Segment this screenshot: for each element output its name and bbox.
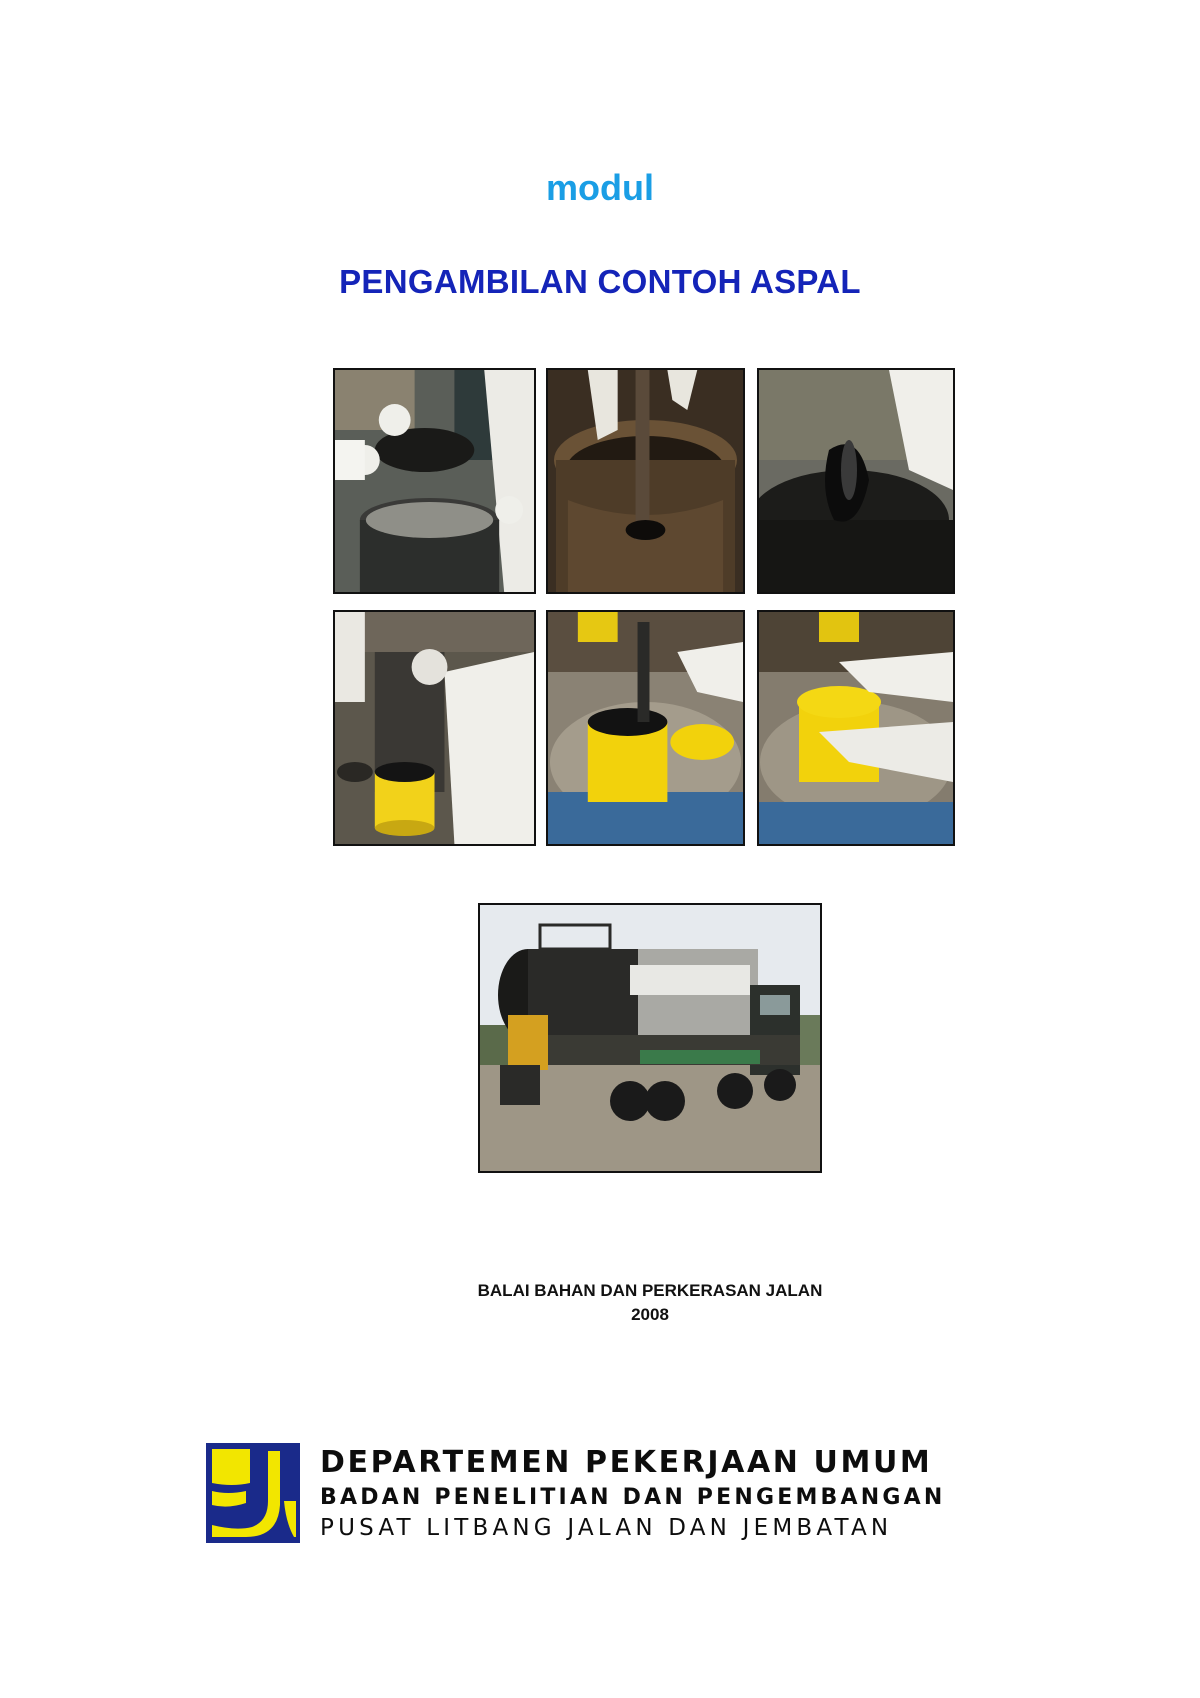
document-title: PENGAMBILAN CONTOH ASPAL	[339, 263, 861, 300]
photo-fill-yellow-can	[546, 610, 745, 846]
photo-asphalt-drum-scoop	[757, 368, 955, 594]
photo-close-yellow-can	[757, 610, 955, 846]
publisher-name: BALAI BAHAN DAN PERKERASAN JALAN	[477, 1281, 823, 1300]
photo-asphalt-drum-lid	[333, 368, 536, 594]
photo-asphalt-tanker-truck	[478, 903, 822, 1173]
cover-label: modul	[546, 167, 654, 208]
org-ministry: DEPARTEMEN PEKERJAAN UMUM	[320, 1445, 933, 1480]
photo-pour-into-can	[333, 610, 536, 846]
publisher-block	[300, 1279, 1000, 1327]
org-agency: BADAN PENELITIAN DAN PENGEMBANGAN	[320, 1485, 946, 1510]
publication-year: 2008	[631, 1305, 669, 1324]
org-center: PUSAT LITBANG JALAN DAN JEMBATAN	[320, 1515, 893, 1541]
ministry-logo	[206, 1443, 300, 1543]
photo-asphalt-drum-sampling	[546, 368, 745, 594]
